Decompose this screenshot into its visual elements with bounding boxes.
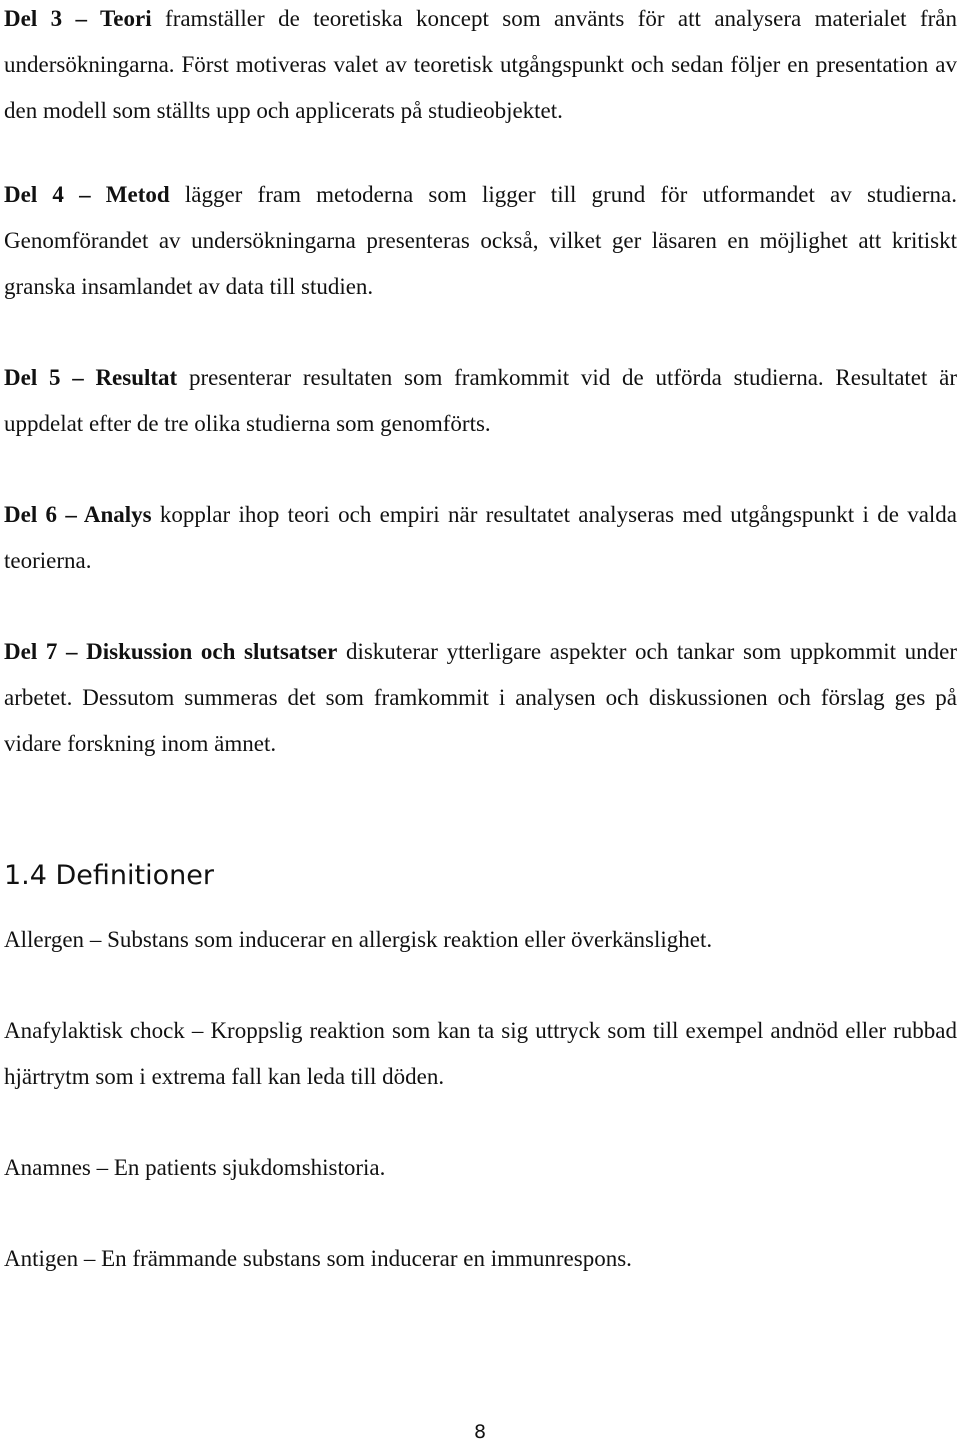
definition-term: Allergen — [4, 927, 85, 952]
part-description — [4, 629, 957, 767]
part-label: Del 5 – Resultat — [4, 365, 178, 390]
definition-text: – En främmande substans som inducerar en immunrespons. — [83, 1246, 632, 1271]
definition-term: Anafylaktisk chock — [4, 1018, 185, 1043]
definition-item — [4, 1008, 957, 1100]
definition-text: – Kroppslig reaktion som kan ta sig uttryck som till exempel andnöd eller rubbad hjärtrytm som i extrema fall kan leda till döden. — [4, 1018, 958, 1089]
part-description — [4, 172, 957, 310]
part-description — [4, 355, 957, 447]
part-text: kopplar ihop teori och empiri när resultatet analyseras med utgångspunkt i de valda teorierna. — [4, 502, 958, 573]
part-label: Del 4 – Metod — [4, 182, 170, 207]
part-label: Del 6 – Analys — [4, 502, 152, 527]
part-description — [4, 492, 957, 584]
part-text: lägger fram metoderna som ligger till grund för utformandet av studierna. Genomförandet av undersökningarna presenteras också, vilket ger läsaren en möjlighet att kritiskt granska insamlandet av data till studien. — [4, 182, 957, 299]
definition-term: Antigen — [4, 1246, 79, 1271]
definition-text: – Substans som inducerar en allergisk reaktion eller överkänslighet. — [89, 927, 713, 952]
part-label: Del 7 – Diskussion och slutsatser — [4, 639, 338, 664]
part-text: framställer de teoretiska koncept som använts för att analysera materialet från undersökningarna. Först motiveras valet av teoretisk utgångspunkt och sedan följer en presentation av den modell som ställts upp och applicerats på studieobjektet. — [4, 6, 957, 123]
definition-text: – En patients sjukdomshistoria. — [96, 1155, 386, 1180]
section-heading: 1.4 Definitioner — [4, 860, 214, 891]
part-text: presenterar resultaten som framkommit vid de utförda studierna. Resultatet är uppdelat efter de tre olika studierna som genomförts. — [4, 365, 958, 436]
part-text: diskuterar ytterligare aspekter och tankar som uppkommit under arbetet. Dessutom summeras det som framkommit i analysen och diskussionen och förslag ges på vidare forskning inom ämnet. — [4, 639, 958, 756]
part-label: Del 3 – Teori — [4, 6, 152, 31]
definition-item — [4, 1145, 957, 1191]
definition-item — [4, 917, 957, 963]
part-description — [4, 0, 957, 134]
definition-item — [4, 1236, 957, 1282]
definition-term: Anamnes — [4, 1155, 91, 1180]
page-number: 8 — [473, 1421, 487, 1443]
